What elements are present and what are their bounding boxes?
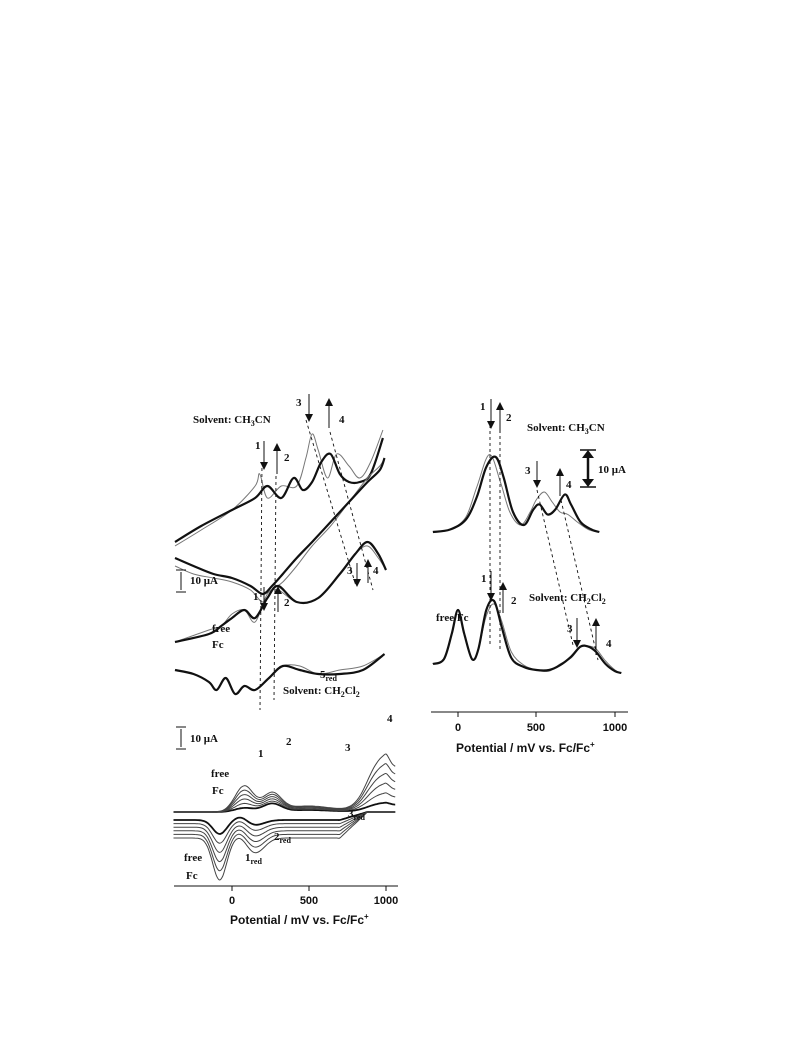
lt-peak-label-3: 3 (296, 397, 302, 409)
lm-5red-label: $5_{red}$ (320, 669, 337, 683)
left-middle-curves (175, 542, 386, 694)
lt-peak-label-2: 2 (284, 452, 290, 464)
lm-peak-label-2: 2 (284, 597, 290, 609)
lt-series-4-bold (175, 458, 385, 594)
right-bottom-solvent-label: Solvent: $CH_2Cl_2$ (529, 592, 606, 606)
lb-free-label-top: free (211, 768, 230, 780)
rb-peak-label-3: 3 (567, 623, 573, 635)
lb-x-axis-title: Potential / mV vs. Fc/Fc+ (230, 912, 369, 927)
right-dashed-connectors (490, 425, 598, 660)
rb-x-axis-title: Potential / mV vs. Fc/Fc+ (456, 740, 595, 755)
rt-peak-label-3: 3 (525, 465, 531, 477)
lb-1red-label: $1_{red}$ (245, 852, 262, 866)
rb-tick-label-0: 0 (454, 722, 462, 734)
left-top-panel (175, 394, 385, 602)
lm-series-2-bold (175, 542, 386, 642)
lm-free-label: free (212, 623, 231, 635)
rt-peak-label-2: 2 (506, 412, 512, 424)
lb-2red-label: $2_{red}$ (274, 831, 291, 845)
lb-peak-label-1: 1 (258, 748, 264, 760)
rb-peak-label-1: 1 (481, 573, 487, 585)
left-bottom-scale-label: 10 μA (190, 733, 218, 745)
left-middle-panel (175, 542, 386, 699)
lm-series-1-thin (175, 546, 386, 642)
left-middle-solvent-label: Solvent: $CH_2Cl_2$ (283, 685, 360, 699)
rb-peak-label-2: 2 (511, 595, 517, 607)
left-bottom-scale-bar (176, 727, 218, 749)
rb-series-2-bold (433, 600, 621, 673)
right-top-panel (433, 399, 626, 532)
lm-fc-label: Fc (212, 639, 224, 651)
lt-peak-label-4: 4 (339, 414, 345, 426)
lm-peak-label-3: 3 (347, 565, 353, 577)
left-top-solvent-label: Solvent: $CH_3CN$ (193, 414, 271, 428)
rb-tick-label-1000: 1000 (602, 722, 628, 734)
lt-peak-label-1: 1 (255, 440, 261, 452)
lt-series-1-thin (175, 430, 383, 546)
lm-peak-label-1: 1 (253, 591, 259, 603)
rb-tick-label-500: 500 (526, 722, 546, 734)
rt-series-2-bold (433, 457, 599, 532)
right-top-solvent-label: Solvent: $CH_3CN$ (527, 422, 605, 436)
right-scale-bar (580, 450, 626, 487)
left-middle-scale-label: 10 μA (190, 575, 218, 587)
right-scale-label: 10 μA (598, 464, 626, 476)
lb-fc-label-top: Fc (212, 785, 224, 797)
rt-peak-label-1: 1 (480, 401, 486, 413)
lb-free-label-bottom: free (184, 852, 203, 864)
right-top-curves (433, 454, 599, 532)
rt-peak-label-4: 4 (566, 479, 572, 491)
left-bottom-panel (174, 713, 399, 927)
lb-peak-label-4: 4 (387, 713, 393, 725)
lb-3red-label: $3_{red}$ (348, 808, 365, 822)
lb-fc-label-bottom: Fc (186, 870, 198, 882)
lb-peak-label-3: 3 (345, 742, 351, 754)
lb-peak-label-2: 2 (286, 736, 292, 748)
lb-tick-label-1000: 1000 (373, 895, 399, 907)
rb-free-fc-label: free Fc (436, 612, 469, 624)
right-bottom-panel (431, 571, 628, 755)
rb-peak-label-4: 4 (606, 638, 612, 650)
lb-tick-label-500: 500 (299, 895, 319, 907)
right-bottom-curves (433, 600, 621, 673)
lm-peak-label-4: 4 (373, 565, 379, 577)
lb-tick-label-0: 0 (228, 895, 236, 907)
